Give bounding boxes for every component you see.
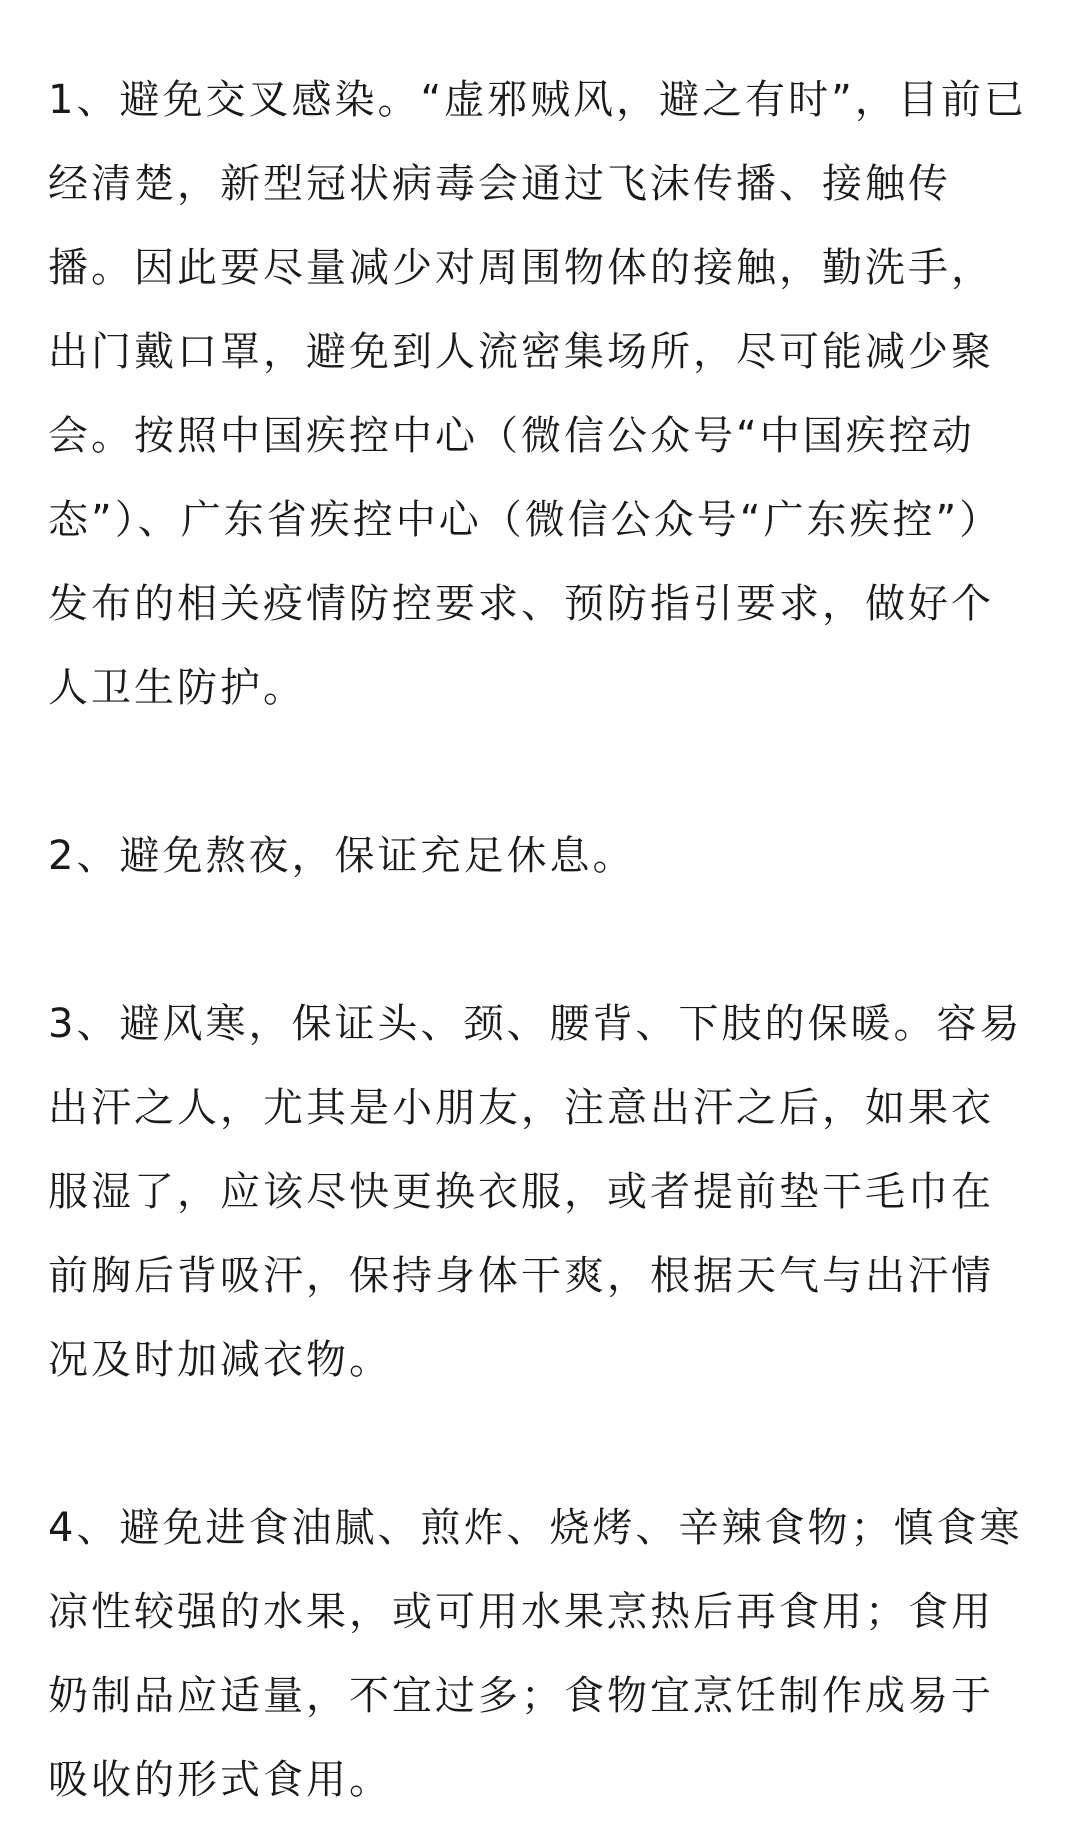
paragraph-avoid-cross-infection: 1、避免交叉感染。“虚邪贼风，避之有时”，目前已经清楚，新型冠状病毒会通过飞沫传播、接触传播。因此要尽量减少对周围物体的接触，勤洗手，出门戴口罩，避免到人流密集场所，尽可能减少聚会。按照中国疾控中心（微信公众号“中国疾控动态”）、广东省疾控中心（微信公众号“广东疾控”）发布的相关疫情防控要求、预防指引要求，做好个人卫生防护。 (48, 77, 1027, 711)
paragraph-avoid-wind-cold: 3、避风寒，保证头、颈、腰背、下肢的保暖。容易出汗之人，尤其是小朋友，注意出汗之后，如果衣服湿了，应该尽快更换衣服，或者提前垫干毛巾在前胸后背吸汗，保持身体干爽，根据天气与出汗情况及时加减衣物。 (48, 1001, 1023, 1383)
paragraph-avoid-staying-up: 2、避免熬夜，保证充足休息。 (48, 833, 636, 879)
paragraph-diet-advice: 4、避免进食油腻、煎炸、烧烤、辛辣食物；慎食寒凉性较强的水果，或可用水果烹热后再食用；食用奶制品应适量，不宜过多；食物宜烹饪制作成易于吸收的形式食用。 (48, 1505, 1023, 1803)
